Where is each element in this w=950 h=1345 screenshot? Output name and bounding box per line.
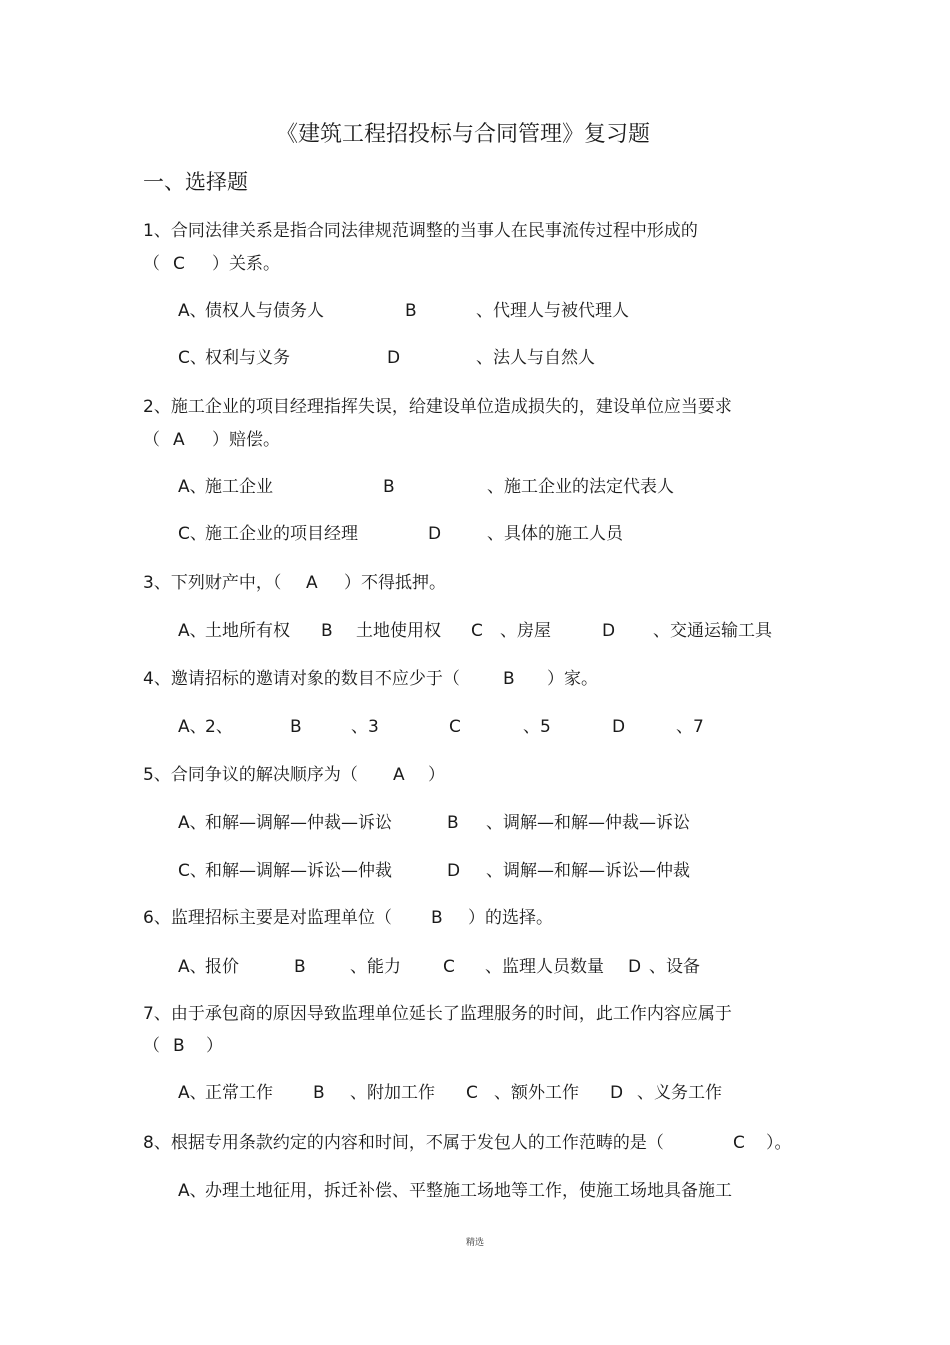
option-text: 办理土地征用，拆迁补偿、平整施工场地等工作，使施工场地具备施工 [205,1181,732,1201]
option-text: 、房屋 [500,621,551,641]
answer-letter: A [306,573,318,593]
option-label: D [612,717,626,737]
option-label: B [321,621,333,641]
option-label: A、 [178,813,207,833]
question-stem: 5、合同争议的解决顺序为（ [143,765,358,785]
option-text: 、调解—和解—诉讼—仲裁 [486,861,690,881]
question-stem: 3、下列财产中，（ [143,573,282,593]
question-stem: 8、根据专用条款约定的内容和时间，不属于发包人的工作范畴的是（ [143,1133,664,1153]
option-label: A、 [178,1181,207,1201]
section-heading: 一、选择题 [143,170,248,194]
option-label: A、 [178,477,207,497]
option-label: B [405,301,417,321]
option-text: 正常工作 [205,1083,273,1103]
page-footer: 精选 [466,1238,485,1248]
option-label: C、 [178,524,207,544]
option-text: 土地所有权 [205,621,290,641]
option-label: C、 [178,348,207,368]
option-label: A、 [178,717,207,737]
option-label: D [610,1083,624,1103]
option-text: 和解—调解—仲裁—诉讼 [205,813,392,833]
option-text: 施工企业的项目经理 [205,524,358,544]
question-stem-end: ） [428,765,445,785]
option-label: A、 [178,621,207,641]
answer-letter: A [173,430,185,450]
option-label: D [428,524,442,544]
question-stem-end: ）不得抵押。 [344,573,446,593]
option-label: B [294,957,306,977]
answer-letter: C [173,254,185,274]
question-bracket-open: （ [143,1036,160,1056]
option-text: 权利与义务 [205,348,290,368]
option-text: 债权人与债务人 [205,301,324,321]
option-text: 、额外工作 [494,1083,579,1103]
question-stem: 1、合同法律关系是指合同法律规范调整的当事人在民事流传过程中形成的 [143,221,698,241]
option-label: C、 [178,861,207,881]
option-text: 、监理人员数量 [485,957,604,977]
question-bracket-close: ）关系。 [212,254,280,274]
document-title: 《建筑工程招投标与合同管理》复习题 [276,122,651,147]
question-stem: 7、由于承包商的原因导致监理单位延长了监理服务的时间，此工作内容应属于 [143,1004,732,1024]
option-label: D [387,348,401,368]
question-bracket-open: （ [143,430,160,450]
option-text: 、交通运输工具 [653,621,772,641]
question-stem: 2、施工企业的项目经理指挥失误，给建设单位造成损失的，建设单位应当要求 [143,397,732,417]
question-stem: 6、监理招标主要是对监理单位（ [143,908,392,928]
option-text: 、义务工作 [637,1083,722,1103]
option-text: 、法人与自然人 [476,348,595,368]
option-label: B [290,717,302,737]
option-text: 2、 [205,717,233,737]
question-bracket-close: ） [206,1036,223,1056]
question-stem-end: ）家。 [547,669,598,689]
option-text: 、具体的施工人员 [487,524,623,544]
option-text: 、5 [523,717,551,737]
question-stem: 4、邀请招标的邀请对象的数目不应少于（ [143,669,460,689]
option-text: 、能力 [350,957,401,977]
option-label: C [443,957,455,977]
question-bracket-open: （ [143,254,160,274]
option-text: 、3 [351,717,379,737]
option-text: 、代理人与被代理人 [476,301,629,321]
option-label: C [449,717,461,737]
option-label: A、 [178,301,207,321]
answer-letter: A [393,765,405,785]
option-label: B [447,813,459,833]
answer-letter: B [431,908,443,928]
question-stem-end: ）的选择。 [468,908,553,928]
question-stem-end: ）。 [766,1133,792,1153]
option-label: C [466,1083,478,1103]
option-text: 施工企业 [205,477,273,497]
option-text: 和解—调解—诉讼—仲裁 [205,861,392,881]
option-text: 、附加工作 [350,1083,435,1103]
option-label: D [447,861,461,881]
answer-letter: C [733,1133,745,1153]
option-label: A、 [178,957,207,977]
option-text: 报价 [205,957,239,977]
option-label: C [471,621,483,641]
option-label: B [383,477,395,497]
option-text: 、7 [676,717,704,737]
option-label: D [628,957,642,977]
option-label: D [602,621,616,641]
option-text: 、施工企业的法定代表人 [487,477,674,497]
option-text: 、设备 [649,957,700,977]
option-text: 、调解—和解—仲裁—诉讼 [486,813,690,833]
option-label: A、 [178,1083,207,1103]
option-text: 土地使用权 [356,621,441,641]
answer-letter: B [173,1036,185,1056]
question-bracket-close: ）赔偿。 [212,430,280,450]
option-label: B [313,1083,325,1103]
answer-letter: B [503,669,515,689]
